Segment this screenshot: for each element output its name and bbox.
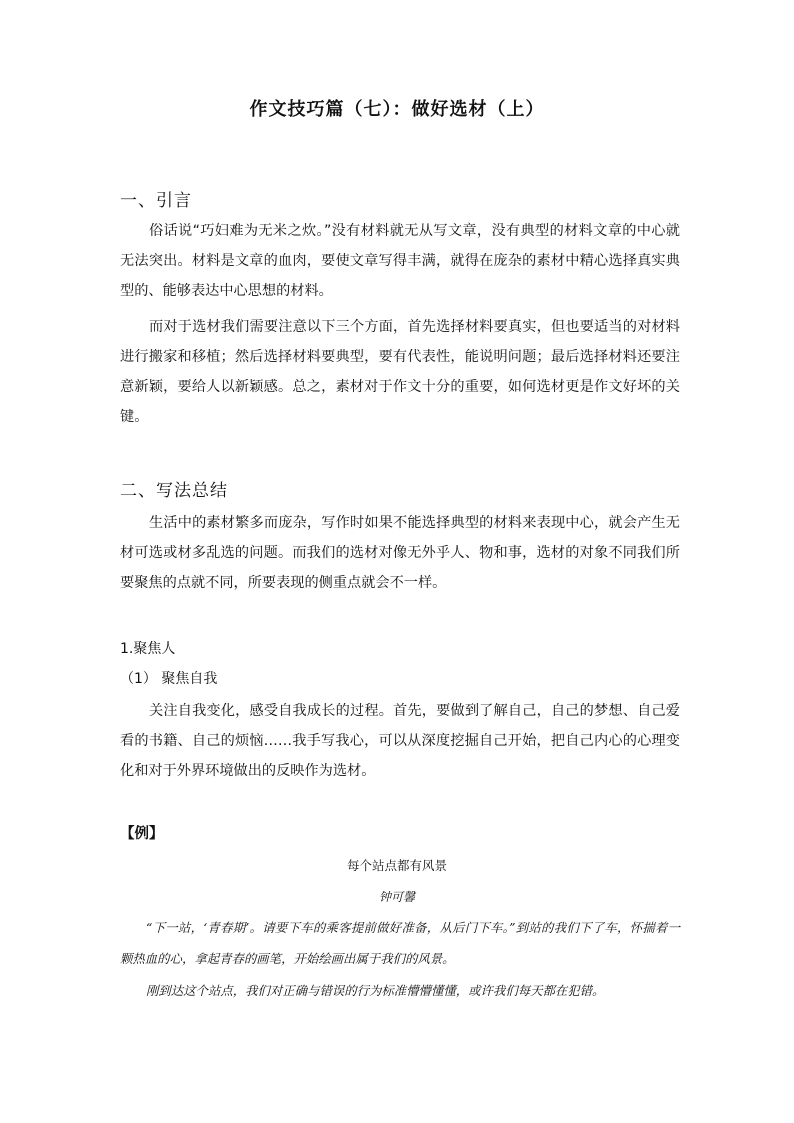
example-paragraph-1: “下一站，‘青春期’。请要下车的乘客提前做好准备，从后门下车。”到站的我们下了车，怀揣着一颗热血的心，拿起青春的画笔，开始绘画出属于我们的风景。	[120, 920, 680, 966]
subheading-focus-self: （1） 聚焦自我	[120, 671, 218, 687]
example-label: 【例】	[120, 826, 164, 842]
example-essay-title: 每个站点都有风景	[346, 858, 447, 873]
summary-paragraph: 生活中的素材繁多而庞杂，写作时如果不能选择典型的材料来表现中心，就会产生无材可选或材多乱选的问题。而我们的选材对像无外乎人、物和事，选材的对象不同我们所要聚焦的点就不同，所要表现的侧重点就会不一样。	[120, 515, 680, 591]
document-title: 作文技巧篇（七）：做好选材（上）	[249, 99, 545, 120]
focus-self-paragraph: 关注自我变化，感受自我成长的过程。首先，要做到了解自己，自己的梦想、自己爱看的书籍、自己的烦恼……我手写我心，可以从深度挖掘自己开始，把自己内心的心理变化和对于外界环境做出的反映作为选材。	[120, 703, 680, 779]
subheading-focus-person: 1.聚焦人	[120, 641, 176, 657]
section-heading-summary: 二、写法总结	[120, 481, 228, 501]
example-paragraph-2: 刚到达这个站点，我们对正确与错误的行为标准懵懵懂懂，或许我们每天都在犯错。	[146, 983, 605, 998]
intro-paragraph-1: 俗话说“巧妇难为无米之炊。”没有材料就无从写文章，没有典型的材料文章的中心就无法突出。材料是文章的血肉，要使文章写得丰满，就得在庞杂的素材中精心选择真实典型的、能够表达中心思想的材料。	[120, 223, 680, 299]
example-essay-author: 钟可馨	[378, 890, 415, 904]
intro-paragraph-2: 而对于选材我们需要注意以下三个方面，首先选择材料要真实，但也要适当的对材料进行搬家和移植；然后选择材料要典型，要有代表性，能说明问题；最后选择材料还要注意新颖，要给人以新颖感。总之，素材对于作文十分的重要，如何选材更是作文好坏的关键。	[120, 319, 680, 425]
section-heading-introduction: 一、引言	[120, 191, 192, 211]
